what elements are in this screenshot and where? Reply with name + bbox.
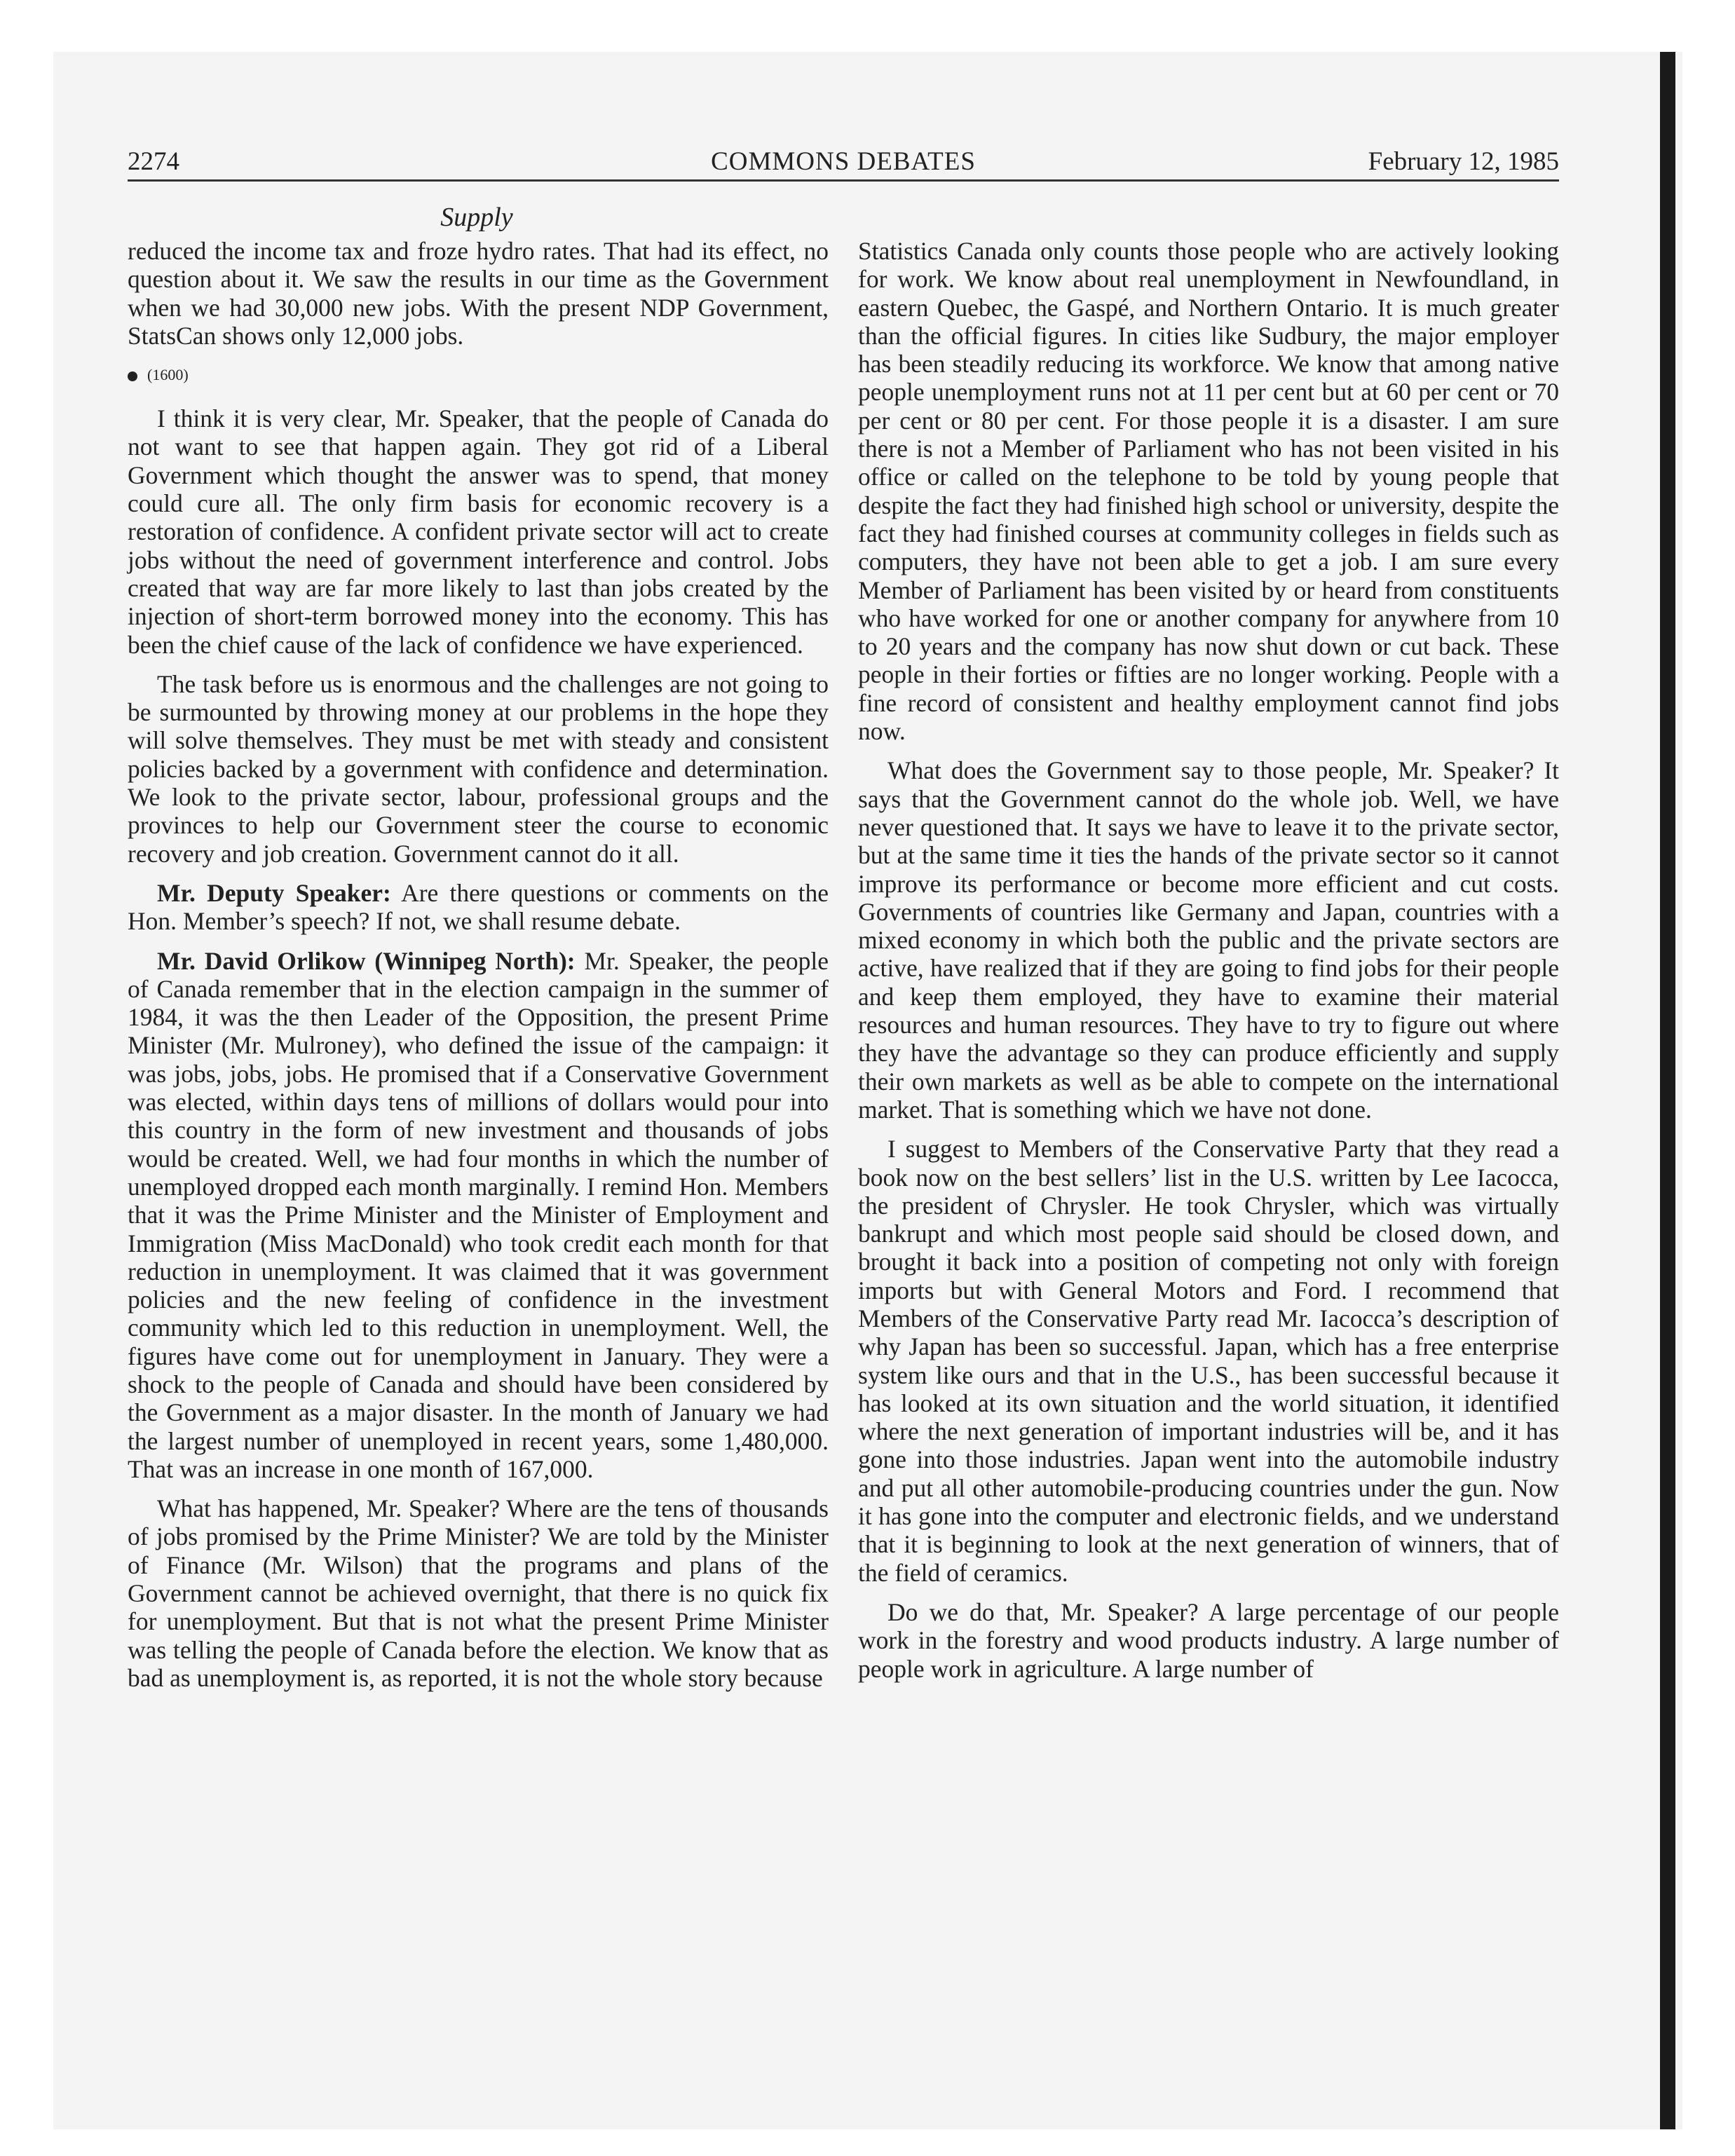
speaker-name: Mr. David Orlikow (Winnipeg North):: [157, 946, 576, 975]
speech-text: Are there questions or comments on the Hon. Member’s speech? If not, we shall resume debate.: [128, 878, 829, 936]
paragraph: Do we do that, Mr. Speaker? A large percentage of our people work in the forestry and wood products industry. A large number of people work in agriculture. A large number of: [858, 1597, 1559, 1683]
publication-title: COMMONS DEBATES: [711, 147, 976, 176]
paragraph: I think it is very clear, Mr. Speaker, that the people of Canada do not want to see that happen again. They got rid of a Liberal Government which thought the answer was to spend, that money could cure all. The only firm basis for economic recovery is a restoration of confidence. A confident private sector will act to create jobs without the need of government interference and control. Jobs created that way are far more likely to last than jobs created by the injection of short-term borrowed money into the economy. This has been the chief cause of the lack of confidence we have experienced.: [128, 404, 829, 659]
page-header: [128, 144, 1559, 179]
paragraph: I suggest to Members of the Conservative Party that they read a book now on the best sellers’ list in the U.S. written by Lee Iacocca, the president of Chrysler. He took Chrysler, which was virtually bankrupt and which most people said should be closed down, and brought it back into a position of competing not only with foreign imports but with General Motors and Ford. I recommend that Members of the Conservative Party read Mr. Iacocca’s description of why Japan has been so successful. Japan, which has a free enterprise system like ours and that in the U.S., has been successful because it has looked at its own situation and the world situation, it identified where the next generation of important industries will be, and it has gone into those industries. Japan went into the automobile industry and put all other automobile-producing countries under the gun. Now it has gone into the computer and electronic fields, and we understand that it is beginning to look at the next generation of winners, that of the field of ceramics.: [858, 1135, 1559, 1587]
paragraph: reduced the income tax and froze hydro rates. That had its effect, no question about it. We saw the results in our time as the Government when we had 30,000 new jobs. With the present NDP Government, StatsCan shows only 12,000 jobs.: [128, 237, 829, 350]
page-number: 2274: [128, 147, 179, 176]
speaker-name: Mr. Deputy Speaker:: [157, 878, 391, 907]
paragraph: [128, 879, 829, 936]
paragraph: Statistics Canada only counts those people who are actively looking for work. We know about real unemployment in Newfoundland, in eastern Quebec, the Gaspé, and Northern Ontario. It is much greater than the official figures. In cities like Sudbury, the major employer has been steadily reducing its workforce. We know that among native people unemployment runs not at 11 per cent but at 60 per cent or 70 per cent or 80 per cent. For those people it is a disaster. I am sure there is not a Member of Parliament who has not been visited in his office or called on the telephone to be told by young people that despite the fact they had finished high school or university, despite the fact they had finished courses at community colleges in fields such as computers, they have not been able to get a job. I am sure every Member of Parliament has been visited by or heard from constituents who have worked for one or another company for anywhere from 10 to 20 years and the company has now shut down or cut back. These people in their forties or fifties are no longer working. People with a fine record of consistent and healthy employment cannot find jobs now.: [858, 237, 1559, 746]
right-column: [858, 237, 1559, 1694]
paragraph: What has happened, Mr. Speaker? Where are the tens of thousands of jobs promised by the Prime Minister? We are told by the Minister of Finance (Mr. Wilson) that the programs and plans of the Government cannot be achieved overnight, that there is no quick fix for unemployment. But that is not what the present Prime Minister was telling the people of Canada before the election. We know that as bad as unemployment is, as reported, it is not the whole story because: [128, 1494, 829, 1692]
paragraph: The task before us is enormous and the challenges are not going to be surmounted by throwing money at our problems in the hope they will solve themselves. They must be met with steady and consistent policies backed by a government with confidence and determination. We look to the private sector, labour, professional groups and the provinces to help our Government steer the course to economic recovery and job creation. Government cannot do it all.: [128, 669, 829, 868]
time-marker-label: (1600): [147, 366, 189, 384]
left-column: [128, 237, 829, 1703]
bullet-icon: [128, 371, 137, 381]
page-date: February 12, 1985: [1368, 147, 1559, 176]
time-marker: [128, 361, 829, 389]
scan-edge-bar: [1660, 52, 1675, 2129]
speech-text: Mr. Speaker, the people of Canada remember that in the election campaign in the summer of 1984, it was the then Leader of the Opposition, the present Prime Minister (Mr. Mulroney), who defined the issue of the campaign: it was jobs, jobs, jobs. He promised that if a Conservative Government was elected, within days tens of millions of dollars would pour into this country in the form of new investment and thousands of jobs would be created. Well, we had four months in which the number of unemployed dropped each month marginally. I remind Hon. Members that it was the Prime Minister and the Minister of Employment and Immigration (Miss MacDonald) who took credit each month for that reduction in unemployment. It was claimed that it was government policies and the new feeling of confidence in the investment community which led to this reduction in unemployment. Well, the figures have come out for unemployment in January. They were a shock to the people of Canada and should have been considered by the Government as a major disaster. In the month of January we had the largest number of unemployed in recent years, some 1,480,000. That was an increase in one month of 167,000.: [128, 946, 829, 1483]
section-label: Supply: [440, 203, 513, 232]
paragraph: [128, 947, 829, 1484]
header-rule: [128, 179, 1559, 182]
paragraph: What does the Government say to those people, Mr. Speaker? It says that the Government cannot do the whole job. Well, we have never questioned that. It says we have to leave it to the private sector, but at the same time it ties the hands of the private sector so it cannot improve its performance or become more efficient and cut costs. Governments of countries like Germany and Japan, countries with a mixed economy in which both the public and the private sectors are active, have realized that if they are going to find jobs for their people and keep them employed, they have to examine their material resources and human resources. They have to try to figure out where they have the advantage so they can produce efficiently and supply their own markets as well as be able to compete on the international market. That is something which we have not done.: [858, 756, 1559, 1124]
